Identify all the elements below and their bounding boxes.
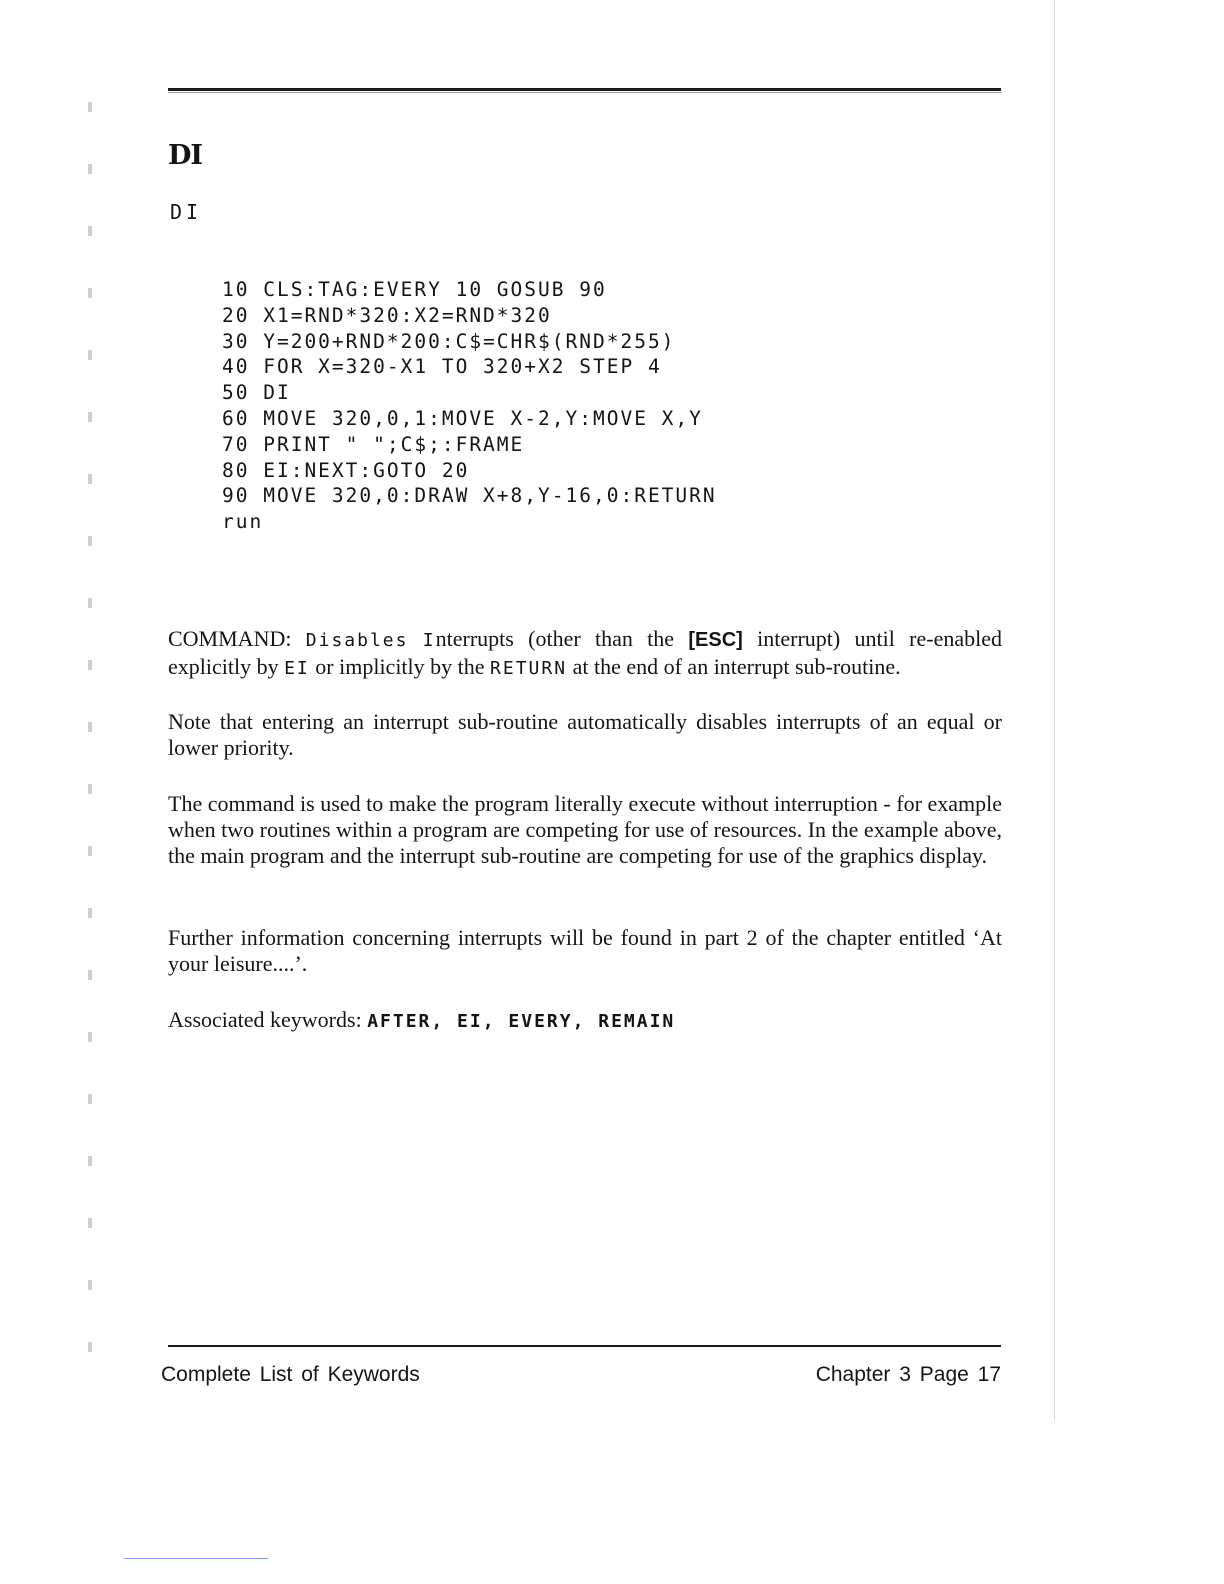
text-run: interrupt) until re-enabled explicitly by (168, 626, 1002, 679)
code-line: 40 FOR X=320-X1 TO 320+X2 STEP 4 (222, 355, 662, 379)
code-line: 20 X1=RND*320:X2=RND*320 (222, 303, 552, 327)
keyword-inline: I (422, 630, 436, 651)
further-info-paragraph: Further information concerning interrupts will be found in part 2 of the chapter entitled ‘At your leisure....’. (168, 925, 1002, 976)
scan-artifact-line (124, 1558, 268, 1559)
footer-section-title: Complete List of Keywords (161, 1363, 420, 1386)
associated-keyword-list: AFTER, EI, EVERY, REMAIN (367, 1011, 676, 1032)
command-description (168, 626, 1002, 682)
text-run: or implicitly by the (309, 654, 491, 679)
code-line: 70 PRINT " ";C$;:FRAME (222, 432, 525, 456)
code-line: run (222, 510, 264, 534)
page-edge-line (1054, 0, 1055, 1420)
code-line: 10 CLS:TAG:EVERY 10 GOSUB 90 (222, 278, 607, 301)
esc-key-label: [ESC] (688, 629, 743, 651)
syntax-line: DI (170, 200, 203, 224)
text-run: COMMAND: (168, 626, 306, 651)
text-run: at the end of an interrupt sub-routine. (567, 654, 901, 679)
footer-rule (168, 1345, 1001, 1347)
footer-page-number: Chapter 3 Page 17 (815, 1363, 1001, 1386)
text-run (408, 626, 422, 651)
code-line: 50 DI (222, 381, 291, 405)
usage-paragraph: The command is used to make the program literally execute without interruption - for example when two routines within a program are competing for use of resources. In the example above, the main program and the interrupt sub-routine are competing for use of the graphics display. (168, 791, 1002, 868)
code-line: 30 Y=200+RND*200:C$=CHR$(RND*255) (222, 329, 676, 353)
keyword-inline: RETURN (490, 658, 568, 679)
keyword-inline: Disables (305, 630, 409, 651)
code-line: 90 MOVE 320,0:DRAW X+8,Y-16,0:RETURN (222, 484, 717, 508)
header-rule (168, 88, 1001, 91)
note-paragraph: Note that entering an interrupt sub-routine automatically disables interrupts of an equal or lower priority. (168, 709, 1002, 760)
keyword-heading: DI (168, 140, 203, 171)
code-example (222, 277, 717, 535)
associated-label: Associated keywords: (168, 1007, 368, 1032)
associated-keywords (168, 1007, 1002, 1035)
text-run: nterrupts (other than the (435, 626, 689, 651)
code-line: 60 MOVE 320,0,1:MOVE X-2,Y:MOVE X,Y (222, 406, 703, 430)
scan-margin-marks (88, 50, 92, 1400)
keyword-inline: EI (284, 658, 310, 679)
code-line: 80 EI:NEXT:GOTO 20 (222, 458, 470, 482)
